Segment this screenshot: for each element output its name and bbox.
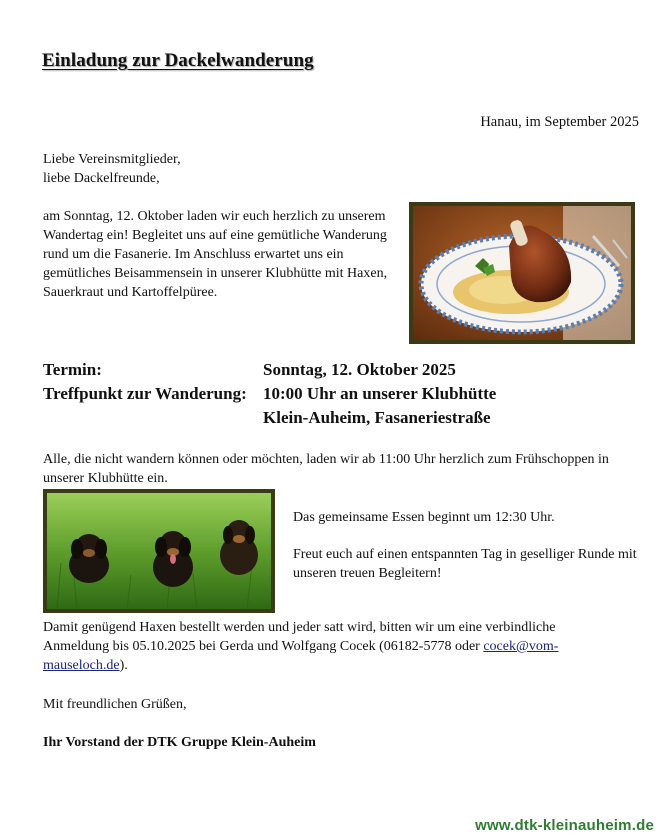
event-details xyxy=(43,358,496,430)
salutation xyxy=(43,150,181,188)
closing: Mit freundlichen Grüßen, xyxy=(43,697,187,712)
booking-text: Damit genügend Haxen bestellt werden und jeder satt wird, bitten wir um eine verbindliche Anmeldung bis 05.10.2025 bei Gerda und Wolfgang Cocek (06182-5778 oder xyxy=(43,620,556,654)
letter-title: Einladung zur Dackelwanderung xyxy=(42,50,314,71)
dateline: Hanau, im September 2025 xyxy=(480,114,639,130)
essen-time: Das gemeinsame Essen beginnt um 12:30 Uhr. xyxy=(293,510,555,525)
side-text xyxy=(293,508,643,583)
treffpunkt-value-time: 10:00 Uhr an unserer Klubhütte xyxy=(263,384,497,403)
signature: Ihr Vorstand der DTK Gruppe Klein-Auheim xyxy=(43,735,316,750)
treffpunkt-row xyxy=(43,382,496,430)
booking-paragraph xyxy=(43,618,603,675)
treffpunkt-label: Treffpunkt zur Wanderung: xyxy=(43,384,247,403)
intro-paragraph: am Sonntag, 12. Oktober laden wir euch herzlich zu unserem Wandertag ein! Begleitet uns auf eine gemütliche Wanderung rund um die Fasanerie. Im Anschluss erwartet uns ein gemütliches Beisammensein in unserer Klubhütte mit Haxen, Sauerkraut und Kartoffelpüree. xyxy=(43,209,388,300)
treffpunkt-value-place: Klein-Auheim, Fasaneriestraße xyxy=(263,408,491,427)
salutation-line-2: liebe Dackelfreunde, xyxy=(43,171,160,186)
termin-row xyxy=(43,358,496,382)
haxen-plate-image xyxy=(413,206,631,340)
footer-url[interactable]: www.dtk-kleinauheim.de xyxy=(475,817,654,834)
booking-end: ). xyxy=(119,658,128,673)
termin-value: Sonntag, 12. Oktober 2025 xyxy=(263,360,456,379)
dogs-photo xyxy=(43,489,275,613)
fruehschoppen-paragraph: Alle, die nicht wandern können oder möchten, laden wir ab 11:00 Uhr herzlich zum Frühschoppen in unserer Klubhütte ein. xyxy=(43,452,609,486)
booking-email-link[interactable]: cocek@vom-mauseloch.de xyxy=(43,639,559,673)
food-photo xyxy=(409,202,635,344)
freude-paragraph: Freut euch auf einen entspannten Tag in geselliger Runde mit unseren treuen Begleitern! xyxy=(293,547,637,581)
salutation-line-1: Liebe Vereinsmitglieder, xyxy=(43,152,181,167)
dachshunds-image xyxy=(47,493,271,609)
termin-label: Termin: xyxy=(43,360,102,379)
